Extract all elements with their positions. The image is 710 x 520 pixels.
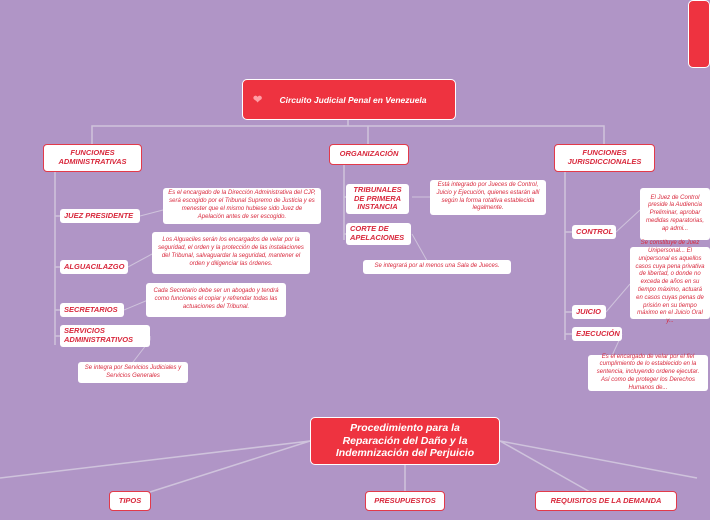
topic-label: EJECUCIÓN — [576, 328, 620, 338]
note-tribunales — [430, 180, 546, 215]
root-node-procedimiento[interactable] — [310, 417, 500, 465]
heart-icon: ❤ — [253, 94, 263, 106]
branch-label: PRESUPUESTOS — [374, 495, 436, 505]
branch-label: FUNCIONES ADMINISTRATIVAS — [58, 148, 127, 166]
note-juicio — [630, 240, 710, 325]
topic-servicios-administrativos[interactable] — [60, 325, 150, 347]
note-text: Los Alguaciles serán los encargados de velar por la seguridad, el orden y la protección de las instalaciones del Tribunal, salvaguardar la seguridad, mantener el orden y diligenciar las órdenes. — [158, 237, 304, 267]
topic-secretarios[interactable] — [60, 303, 124, 317]
topic-label: CORTE DE APELACIONES — [350, 224, 405, 242]
topic-control[interactable] — [572, 225, 616, 239]
note-text: Es el encargado de velar por el fiel cumplimiento de lo establecido en la sentencia, incluyendo ordene ejecutar. Así como de proteger los Derechos Humanos de... — [596, 353, 700, 391]
note-corte — [363, 260, 511, 274]
note-text: Se integra por Servicios Judiciales y Servicios Generales — [84, 364, 182, 379]
branch-label: TIPOS — [118, 495, 142, 505]
note-text: Se integrará por al menos una Sala de Jueces. — [374, 263, 500, 270]
topic-label: SERVICIOS ADMINISTRATIVOS — [64, 326, 134, 344]
note-ejecucion — [588, 355, 708, 391]
note-juez-presidente — [163, 188, 321, 224]
note-text: Está integrado por Jueces de Control, Juicio y Ejecución, quienes estarán allí según la forma rotativa establecida legalmente. — [436, 181, 540, 212]
topic-juez-presidente[interactable] — [60, 209, 140, 223]
branch-presupuestos[interactable] — [365, 491, 445, 511]
branch-organizacion[interactable] — [329, 144, 409, 165]
root-title: Circuito Judicial Penal en Venezuela — [279, 94, 427, 105]
branch-funciones-jurisdiccionales[interactable] — [554, 144, 655, 172]
topic-tribunales-primera-instancia[interactable] — [346, 184, 409, 214]
branch-label: REQUISITOS DE LA DEMANDA — [550, 495, 662, 505]
branch-requisitos-demanda[interactable] — [535, 491, 677, 511]
branch-label: FUNCIONES JURISDICCIONALES — [567, 148, 642, 166]
branch-tipos[interactable] — [109, 491, 151, 511]
topic-label: JUEZ PRESIDENTE — [64, 210, 134, 220]
note-text: Se constituye de Juez Unipersonal... El unipersonal es aquellos casos cuya pena privativa de libertad, o donde no exceda de años en su tiempo máximo, actuará en casos cuyas penas de prisión en su tiempo máximo en el Juicio Oral y... — [635, 240, 705, 325]
branch-funciones-administrativas[interactable] — [43, 144, 142, 172]
topic-juicio[interactable] — [572, 305, 606, 319]
branch-label: ORGANIZACIÓN — [339, 149, 399, 159]
topic-label: CONTROL — [576, 226, 614, 236]
note-alguacilazgo — [152, 232, 310, 274]
note-servicios — [78, 362, 188, 383]
root-title: Procedimiento para la Reparación del Daño y la Indemnización del Perjuicio — [335, 422, 475, 460]
topic-ejecucion[interactable] — [572, 327, 622, 341]
note-text: El Juez de Control preside la Audiencia Preliminar, aprobar medidas reparatorias, ap admi... — [645, 194, 705, 232]
topic-label: SECRETARIOS — [64, 304, 118, 314]
topic-alguacilazgo[interactable] — [60, 260, 128, 274]
topic-label: ALGUACILAZGO — [64, 261, 125, 271]
topic-label: TRIBUNALES DE PRIMERA INSTANCIA — [353, 185, 402, 212]
offscreen-node-fragment — [688, 0, 710, 68]
note-text: Cada Secretario debe ser un abogado y tendrá como funciones el copiar y refrendar todas las actuaciones del Tribunal. — [153, 288, 279, 310]
note-secretarios — [146, 283, 286, 317]
note-text: Es el encargado de la Dirección Administrativa del CJP, será escogido por el Tribunal Supremo de Justicia y es menester que el mismo hubiese sido Juez de Apelación antes de ser escogido. — [168, 190, 316, 220]
topic-corte-apelaciones[interactable] — [346, 223, 411, 245]
topic-label: JUICIO — [576, 306, 602, 316]
note-control — [640, 188, 710, 240]
root-node-circuito[interactable] — [242, 79, 456, 120]
